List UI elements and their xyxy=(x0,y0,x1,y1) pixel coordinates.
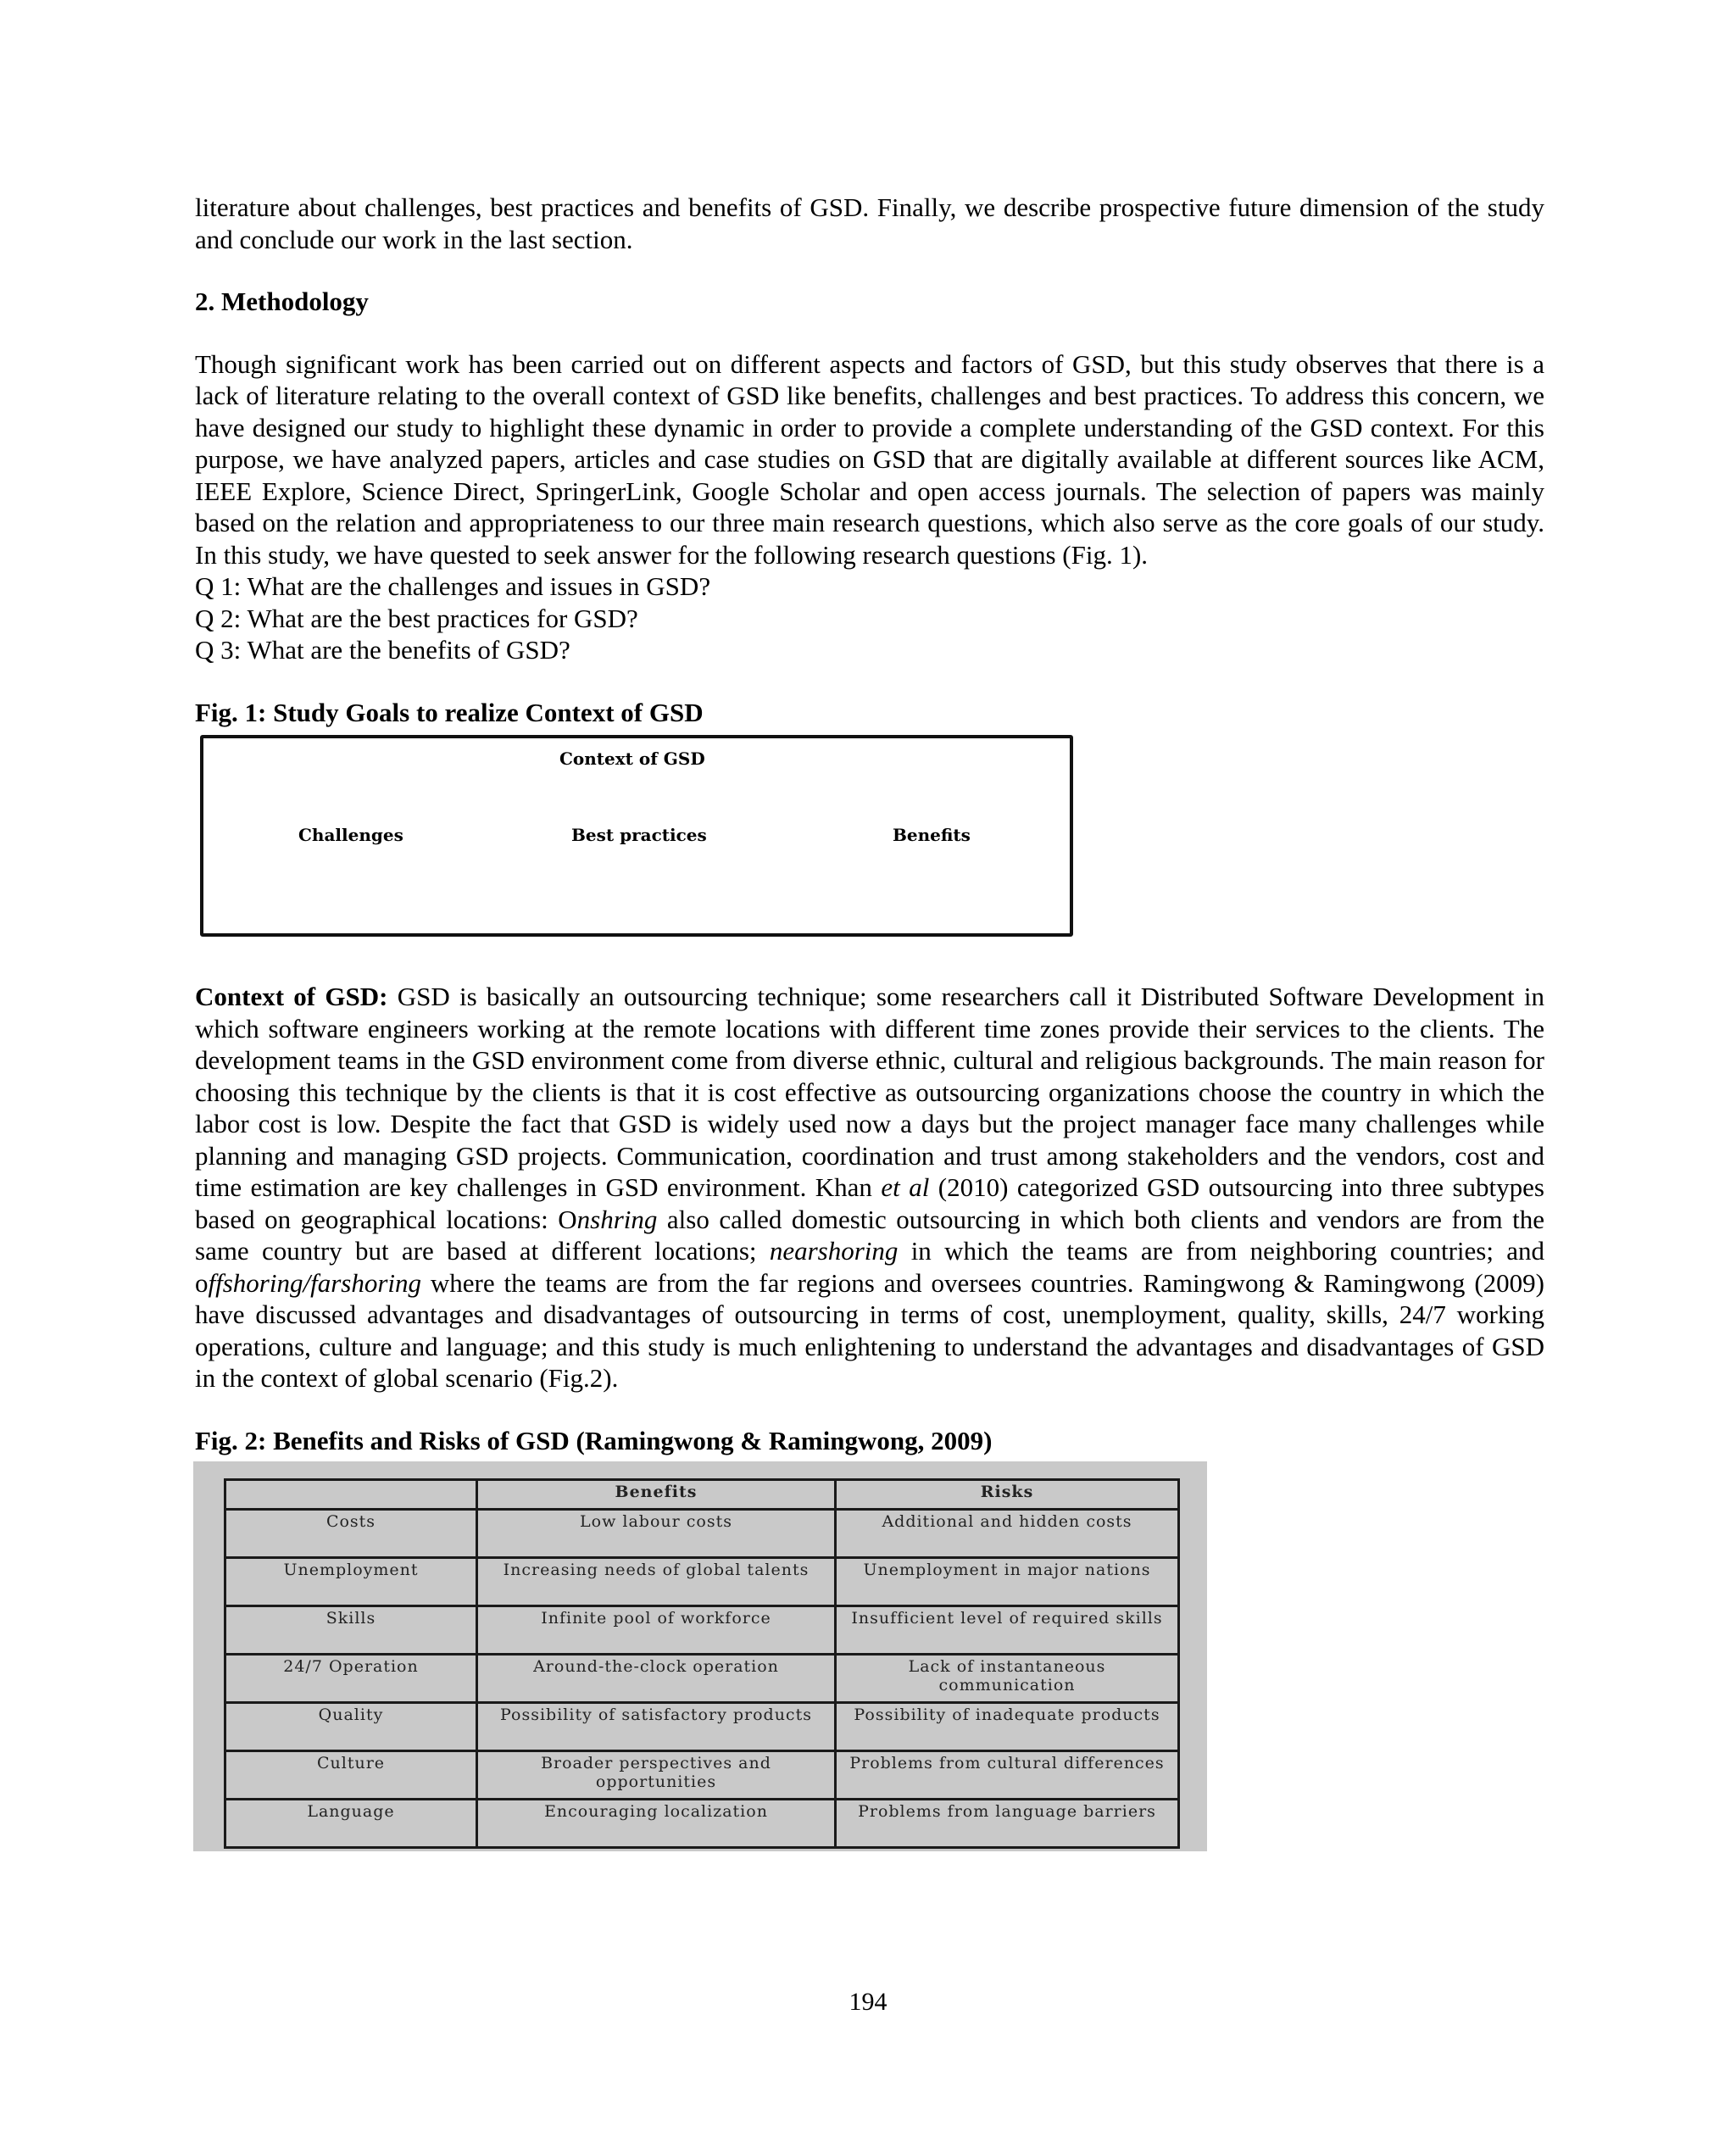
table-header-row xyxy=(225,1480,1179,1510)
context-italic: et al xyxy=(881,1172,930,1202)
table-row xyxy=(225,1606,1179,1655)
research-question: Q 2: What are the best practices for GSD? xyxy=(195,603,638,633)
table-header-cell: Risks xyxy=(836,1480,1179,1510)
table-cell: Language xyxy=(225,1800,477,1848)
table-cell: 24/7 Operation xyxy=(225,1655,477,1703)
page-content xyxy=(195,192,1544,1851)
figure-1-diagram xyxy=(200,735,1073,937)
table-row xyxy=(225,1558,1179,1606)
table-header-cell xyxy=(225,1480,477,1510)
context-text: in which the teams are from neighboring countries; and o xyxy=(195,1236,1544,1298)
context-italic: nearshoring xyxy=(769,1236,899,1266)
figure-2-image xyxy=(193,1461,1207,1851)
table-cell: Unemployment xyxy=(225,1558,477,1606)
table-cell: Quality xyxy=(225,1703,477,1751)
table-row xyxy=(225,1655,1179,1703)
table-row xyxy=(225,1703,1179,1751)
table-cell: Unemployment in major nations xyxy=(836,1558,1179,1606)
table-cell: Possibility of inadequate products xyxy=(836,1703,1179,1751)
context-lead: Context of GSD: xyxy=(195,982,388,1011)
benefits-risks-table xyxy=(224,1478,1180,1849)
table-row xyxy=(225,1751,1179,1800)
figure-1-item-challenges: Challenges xyxy=(298,825,403,845)
context-italic: ffshoring/farshoring xyxy=(208,1267,421,1298)
table-cell: Possibility of satisfactory products xyxy=(477,1703,836,1751)
section-heading: 2. Methodology xyxy=(195,287,369,316)
table-cell: Skills xyxy=(225,1606,477,1655)
table-cell: Lack of instantaneous communication xyxy=(836,1655,1179,1703)
context-text: where the teams are from the far regions and oversees countries. Ramingwong & Ramingwong (2009) have discussed advantages and disadvantages of outsourcing in terms of cost, unemployment, quality, skills, 24/7 working operations, culture and language; and this study is much enlightening to understand the advantages and disadvantages of GSD in the context of global scenario (Fig.2). xyxy=(195,1267,1544,1393)
table-cell: Problems from cultural differences xyxy=(836,1751,1179,1800)
context-text: GSD is basically an outsourcing technique; some researchers call it Distributed Software Development in which software engineers working at the remote locations with different time zones provide their services to the clients. The development teams in the GSD environment come from diverse ethnic, cultural and religious backgrounds. The main reason for choosing this technique by the clients is that it is cost effective as outsourcing organizations choose the country in which the labor cost is low. Despite the fact that GSD is widely used now a days but the project manager face many challenges while planning and managing GSD projects. Communication, coordination and trust among stakeholders and the vendors, cost and time estimation are key challenges in GSD environment. Khan xyxy=(195,982,1545,1202)
table-cell: Culture xyxy=(225,1751,477,1800)
table-cell: Insufficient level of required skills xyxy=(836,1606,1179,1655)
context-italic: nshring xyxy=(576,1204,658,1234)
table-header-cell: Benefits xyxy=(477,1480,836,1510)
table-row xyxy=(225,1510,1179,1558)
table-row xyxy=(225,1800,1179,1848)
page-number: 194 xyxy=(849,1988,887,2016)
table-cell: Problems from language barriers xyxy=(836,1800,1179,1848)
table-cell: Additional and hidden costs xyxy=(836,1510,1179,1558)
table-cell: Low labour costs xyxy=(477,1510,836,1558)
table-cell: Increasing needs of global talents xyxy=(477,1558,836,1606)
research-question: Q 3: What are the benefits of GSD? xyxy=(195,635,570,665)
methodology-paragraph: Though significant work has been carried out on different aspects and factors of GSD, but this study observes that there is a lack of literature relating to the overall context of GSD like benefits, challenges and best practices. To address this concern, we have designed our study to highlight these dynamic in order to provide a complete understanding of the GSD context. For this purpose, we have analyzed papers, articles and case studies on GSD that are digitally available at different sources like ACM, IEEE Explore, Science Direct, SpringerLink, Google Scholar and open access journals. The selection of papers was mainly based on the relation and appropriateness to our three main research questions, which also serve as the core goals of our study. In this study, we have quested to seek answer for the following research questions (Fig. 1). xyxy=(195,348,1544,570)
context-paragraph xyxy=(195,981,1544,1394)
figure-1-item-benefits: Benefits xyxy=(893,825,971,845)
intro-paragraph: literature about challenges, best practices and benefits of GSD. Finally, we describe prospective future dimension of the study and conclude our work in the last section. xyxy=(195,192,1544,254)
figure-2-caption: Fig. 2: Benefits and Risks of GSD (Ramingwong & Ramingwong, 2009) xyxy=(195,1425,993,1455)
table-cell: Broader perspectives and opportunities xyxy=(477,1751,836,1800)
table-cell: Encouraging localization xyxy=(477,1800,836,1848)
figure-1-caption: Fig. 1: Study Goals to realize Context of GSD xyxy=(195,697,704,727)
table-cell: Around-the-clock operation xyxy=(477,1655,836,1703)
context-text: also called domestic outsourcing in which both clients and vendors are from the same country but are based at different locations; xyxy=(195,1204,1544,1266)
figure-1-title: Context of GSD xyxy=(559,748,705,769)
table-cell: Costs xyxy=(225,1510,477,1558)
research-question: Q 1: What are the challenges and issues in GSD? xyxy=(195,571,711,601)
context-text: (2010) categorized GSD outsourcing into three subtypes based on geographical locations: O xyxy=(195,1172,1544,1234)
table-cell: Infinite pool of workforce xyxy=(477,1606,836,1655)
figure-1-item-best-practices: Best practices xyxy=(571,825,707,845)
